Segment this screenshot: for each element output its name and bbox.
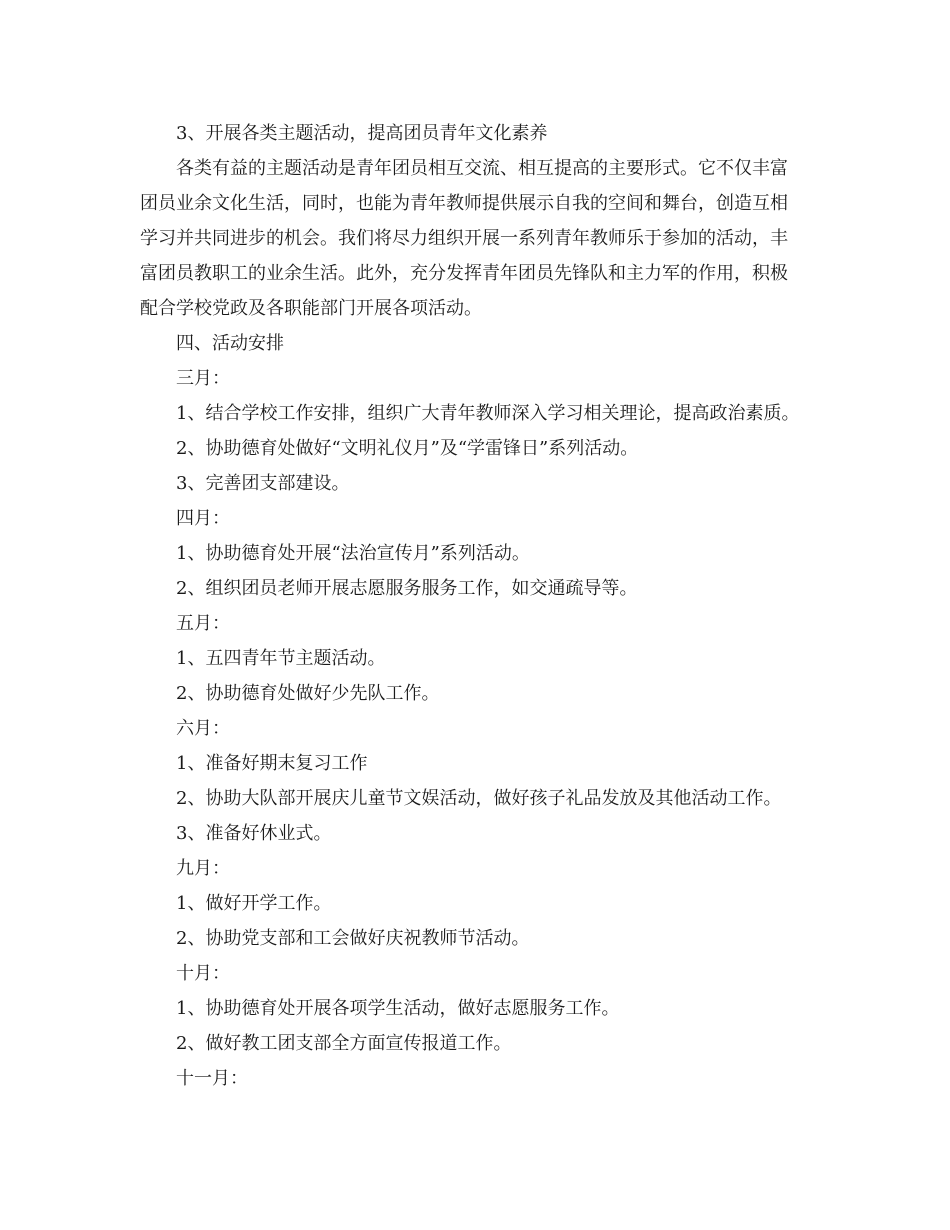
- document-body: [140, 116, 816, 1096]
- list-item: 2、组织团员老师开展志愿服务服务工作，如交通疏导等。: [176, 578, 638, 599]
- section-4-heading: 四、活动安排: [176, 333, 284, 354]
- paragraph-line: 各类有益的主题活动是青年团员相互交流、相互提高的主要形式。它不仅丰富: [176, 158, 788, 179]
- month-label-november: 十一月：: [176, 1068, 248, 1089]
- paragraph-line: 配合学校党政及各职能部门开展各项活动。: [140, 298, 482, 319]
- list-item: 2、协助党支部和工会做好庆祝教师节活动。: [176, 928, 530, 949]
- section-3-paragraph: [140, 151, 816, 326]
- list-item: 1、协助德育处开展各项学生活动，做好志愿服务工作。: [176, 998, 620, 1019]
- paragraph-line: 学习并共同进步的机会。我们将尽力组织开展一系列青年教师乐于参加的活动，丰: [140, 228, 788, 249]
- paragraph-line: 富团员教职工的业余生活。此外，充分发挥青年团员先锋队和主力军的作用，积极: [140, 263, 788, 284]
- paragraph-line: 团员业余文化生活，同时，也能为青年教师提供展示自我的空间和舞台，创造互相: [140, 193, 788, 214]
- month-label-june: 六月：: [176, 718, 230, 739]
- month-label-october: 十月：: [176, 963, 230, 984]
- list-item: 1、五四青年节主题活动。: [176, 648, 386, 669]
- month-label-april: 四月：: [176, 508, 230, 529]
- list-item: 2、协助大队部开展庆儿童节文娱活动，做好孩子礼品发放及其他活动工作。: [176, 788, 782, 809]
- month-label-september: 九月：: [176, 858, 230, 879]
- month-label-may: 五月：: [176, 613, 230, 634]
- list-item: 2、协助德育处做好少先队工作。: [176, 683, 440, 704]
- section-3-heading: 3、开展各类主题活动，提高团员青年文化素养: [176, 123, 548, 144]
- list-item: 1、做好开学工作。: [176, 893, 332, 914]
- list-item: 2、协助德育处做好“文明礼仪月”及“学雷锋日”系列活动。: [176, 438, 639, 459]
- list-item: 1、协助德育处开展“法治宣传月”系列活动。: [176, 543, 530, 564]
- list-item: 1、结合学校工作安排，组织广大青年教师深入学习相关理论，提高政治素质。: [176, 403, 800, 424]
- list-item: 2、做好教工团支部全方面宣传报道工作。: [176, 1033, 512, 1054]
- month-label-march: 三月：: [176, 368, 230, 389]
- list-item: 3、准备好休业式。: [176, 823, 332, 844]
- list-item: 3、完善团支部建设。: [176, 473, 350, 494]
- list-item: 1、准备好期末复习工作: [176, 753, 368, 774]
